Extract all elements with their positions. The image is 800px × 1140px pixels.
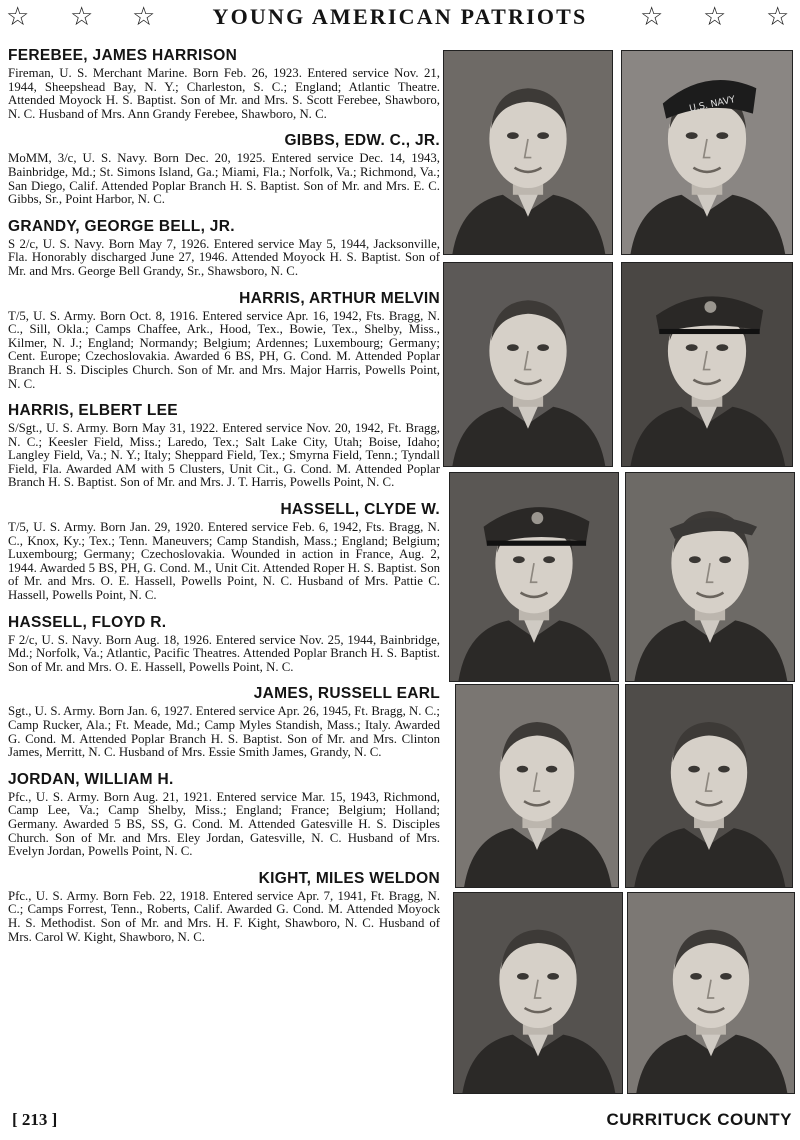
entry-bio: Pfc., U. S. Army. Born Aug. 21, 1921. Entered service Mar. 15, 1943, Richmond, Camp Lee, Va.; Camp Shelby, Miss.; England; France; Belgium; Holland; Germany. Awarded 5 BS, SS, G. Cond. M. Attended Gatesville H. S. Disciples Church. Son of Mr. and Mrs. Eley Jordan, Gatesville, N. C. Husband of Mrs. Evelyn Jordan, Powells Point, N. C. <box>8 789 440 859</box>
biography-list <box>8 46 440 954</box>
entry-bio: Pfc., U. S. Army. Born Feb. 22, 1918. Entered service Apr. 7, 1941, Ft. Bragg, N. C.; Camps Forrest, Tenn., Roberts, Calif. Awarded G. Cond. M. Attended Moyock H. S. Methodist. Son of Mr. and Mrs. H. F. Kight, Shawboro, N. C. Husband of Mrs. Carol W. Kight, Shawboro, N. C. <box>8 888 440 944</box>
page-title: YOUNG AMERICAN PATRIOTS <box>212 4 588 29</box>
entry-bio: T/5, U. S. Army. Born Oct. 8, 1916. Entered service Apr. 16, 1942, Fts. Bragg, N. C., Sill, Okla.; Camps Chaffee, Ark., Hood, Tex., Bowie, Tex., Shelby, Miss., Kilmer, N. J.; England; Normandy; Belgium; Ardennes; Luxembourg; Germany; Cent. Europe; Czechoslovakia. Awarded 6 BS, PH, G. Cond. M. Attended Poplar Branch H. S. Disciples Church. Son of Mr. and Mrs. Major Harris, Powells Point, N. C. <box>8 308 440 391</box>
entry-bio: Fireman, U. S. Merchant Marine. Born Feb. 26, 1923. Entered service Nov. 21, 1944, Sheepshead Bay, N. Y.; Charleston, S. C.; England; Atlantic Theatre. Attended Moyock H. S. Baptist. Son of Mr. and Mrs. S. Scott Ferebee, Shawboro, N. C. Husband of Mrs. Ann Grandy Ferebee, Shawboro, N. C. <box>8 66 440 121</box>
star-icon: ☆ <box>640 2 664 32</box>
entry-bio: MoMM, 3/c, U. S. Navy. Born Dec. 20, 1925. Entered service Dec. 14, 1943, Bainbridge, Md.; St. Simons Island, Ga.; Miami, Fla.; Norfolk, Va.; Richmond, Va.; San Diego, Calif. Attended Poplar Branch H. S. Baptist. Son of Mr. and Mrs. E. C. Gibbs, Sr., Point Harbor, N. C. <box>8 151 440 207</box>
portrait-image <box>626 685 792 887</box>
biography-entry <box>8 869 440 944</box>
portrait-photo <box>625 472 795 682</box>
entry-name: HARRIS, ELBERT LEE <box>8 402 178 420</box>
portrait-image <box>622 263 792 466</box>
portrait-photo <box>449 472 619 682</box>
portrait-image <box>454 893 622 1093</box>
star-icon: ☆ <box>132 2 156 32</box>
portrait-image <box>444 51 612 254</box>
star-icon: ☆ <box>70 2 94 32</box>
portrait-photo <box>455 684 619 888</box>
portrait-photo <box>625 684 793 888</box>
entry-bio: T/5, U. S. Army. Born Jan. 29, 1920. Entered service Feb. 6, 1942, Fts. Bragg, N. C., Knox, Ky.; Tex.; Tenn. Maneuvers; Camp Standish, Mass.; England; Belgium; Luxembourg; Germany; Czechoslovakia. Wounded in action in France, Aug. 2, 1944. Awarded 5 BS, PH, G. Cond. M., Unit Cit. Attended Roper H. S. Baptist. Son of Mr. and Mrs. O. E. Hassell, Powells Point, N. C. Husband of Mrs. Pattie C. Hassell, Powells Point, N. C. <box>8 520 440 603</box>
portrait-image <box>628 893 794 1093</box>
portrait-image <box>456 685 618 887</box>
county-name: CURRITUCK COUNTY <box>606 1110 792 1129</box>
page-header <box>0 0 800 36</box>
entry-bio: F 2/c, U. S. Navy. Born Aug. 18, 1926. Entered service Nov. 25, 1944, Bainbridge, Md.; Norfolk, Va.; Atlantic, Pacific Theatres. Attended Poplar Branch H. S. Baptist. Son of Mr. and Mrs. O. E. Hassell, Powells Point, N. C. <box>8 632 440 674</box>
biography-entry <box>8 401 440 490</box>
portrait-image <box>622 51 792 254</box>
portrait-photo <box>443 262 613 467</box>
portrait-photo <box>621 50 793 255</box>
entry-bio: Sgt., U. S. Army. Born Jan. 6, 1927. Entered service Apr. 26, 1945, Ft. Bragg, N. C.; Camp Rucker, Ala.; Ft. Meade, Md.; Camp Myles Standish, Mass.; Italy. Awarded G. Cond. M. Attended Poplar Branch H. S. Baptist. Son of Mr. and Mrs. Clinton James, Merritt, N. C. Husband of Mrs. Essie Smith James, Grandy, N. C. <box>8 704 440 760</box>
entry-name: HASSELL, CLYDE W. <box>280 501 440 519</box>
biography-entry <box>8 613 440 675</box>
entry-name: FEREBEE, JAMES HARRISON <box>8 47 238 64</box>
entry-name: JORDAN, WILLIAM H. <box>8 770 174 788</box>
portrait-grid <box>443 50 795 1100</box>
biography-entry <box>8 289 440 392</box>
portrait-photo <box>621 262 793 467</box>
entry-name: KIGHT, MILES WELDON <box>258 869 440 887</box>
biography-entry <box>8 217 440 279</box>
portrait-image <box>626 473 794 681</box>
page-number: [ 213 ] <box>12 1110 58 1129</box>
biography-entry <box>8 131 440 206</box>
portrait-photo <box>453 892 623 1094</box>
biography-entry <box>8 684 440 759</box>
star-icon: ☆ <box>766 2 790 32</box>
portrait-image <box>450 473 618 681</box>
portrait-image <box>444 263 612 466</box>
entry-name: HARRIS, ARTHUR MELVIN <box>239 289 440 307</box>
biography-entry <box>8 46 440 121</box>
svg-text:U.S. NAVY: U.S. NAVY <box>688 94 737 115</box>
entry-bio: S/Sgt., U. S. Army. Born May 31, 1922. Entered service Nov. 20, 1942, Ft. Bragg, N. C.; Keesler Field, Miss.; Laredo, Tex.; Salt Lake City, Utah; Boise, Idaho; Langley Field, Va.; N. Y.; Italy; Sheppard Field, Tex.; Smyrna Field, Tenn.; Tyndall Field, Fla. Awarded AM with 5 Clusters, Unit Cit., G. Cond. M. Attended Poplar Branch H. S. Baptist. Son of Mr. and Mrs. J. T. Harris, Powells Point, N. C. <box>8 421 440 490</box>
biography-entry <box>8 500 440 603</box>
portrait-photo <box>627 892 795 1094</box>
biography-entry <box>8 770 440 859</box>
entry-name: JAMES, RUSSELL EARL <box>253 685 440 703</box>
entry-name: HASSELL, FLOYD R. <box>8 613 167 631</box>
star-icon: ☆ <box>6 2 30 32</box>
page-footer <box>0 1104 800 1134</box>
entry-bio: S 2/c, U. S. Navy. Born May 7, 1926. Entered service May 5, 1944, Jacksonville, Fla. Honorably discharged June 27, 1946. Attended Moyock H. S. Baptist. Son of Mr. and Mrs. George Bell Grandy, Sr., Shawsboro, N. C. <box>8 236 440 278</box>
entry-name: GRANDY, GEORGE BELL, JR. <box>8 217 235 235</box>
portrait-photo <box>443 50 613 255</box>
star-icon: ☆ <box>703 2 727 32</box>
entry-name: GIBBS, EDW. C., JR. <box>284 132 440 150</box>
